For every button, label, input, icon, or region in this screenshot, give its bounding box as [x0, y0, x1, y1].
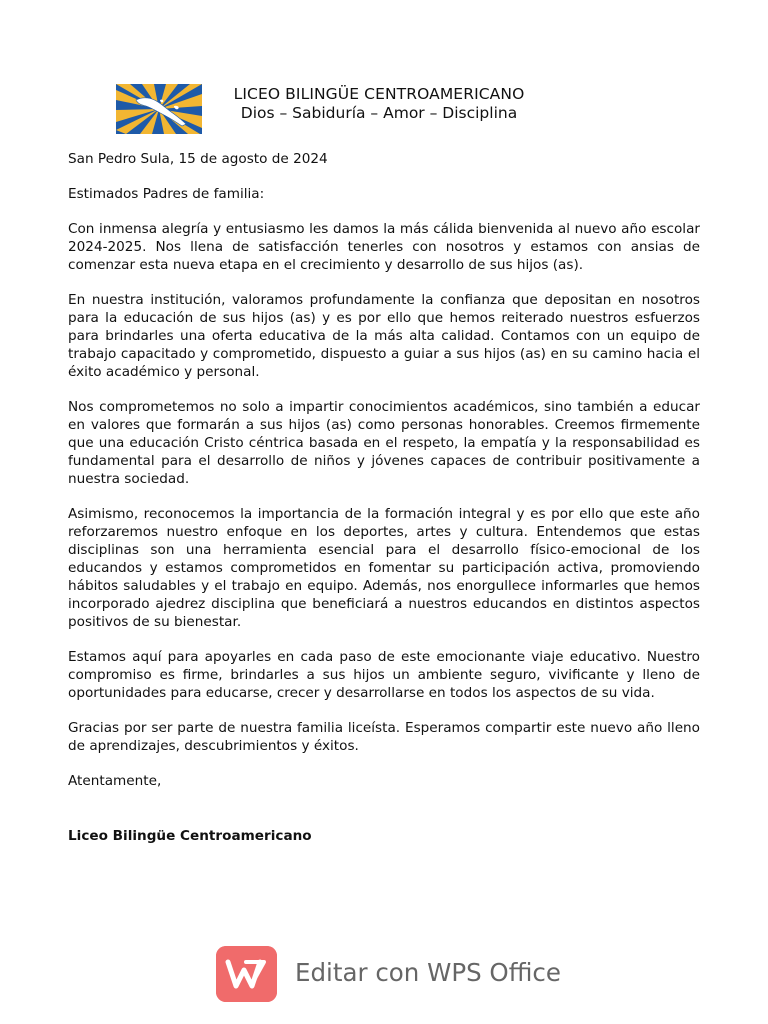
- wps-office-logo-icon: [216, 946, 277, 1002]
- closing: Atentamente,: [68, 773, 162, 789]
- school-logo-icon: [116, 84, 202, 134]
- school-motto: Dios – Sabiduría – Amor – Disciplina: [240, 104, 518, 122]
- paragraph-integral-formation: Asimismo, reconocemos la importancia de la formación integral y es por ello que este año reforzaremos nuestro enfoque en los deportes, artes y cultura. Entendemos que estas disciplinas son una herramienta esencial para el desarrollo físico-emocional de los educandos y estamos comprometidos en fomentar su participación activa, promoviendo hábitos saludables y el trabajo en equipo. Además, nos enorgullece informarles que hemos incorporado ajedrez disciplina que beneficiará a nuestros educandos en distintos aspectos positivos de su bienestar.: [68, 506, 700, 630]
- letterhead: [116, 84, 616, 134]
- edit-with-wps-banner[interactable]: [216, 946, 596, 1002]
- place-date: San Pedro Sula, 15 de agosto de 2024: [68, 151, 328, 167]
- paragraph-support: Estamos aquí para apoyarles en cada paso de este emocionante viaje educativo. Nuestro compromiso es firme, brindarles a sus hijos un ambiente seguro, vivificante y lleno de oportunidades para educarse, crecer y desarrollarse en todos los aspectos de su vida.: [68, 649, 700, 701]
- school-name: LICEO BILINGÜE CENTROAMERICANO: [233, 85, 525, 103]
- signature: Liceo Bilingüe Centroamericano: [68, 828, 312, 844]
- paragraph-thanks: Gracias por ser parte de nuestra familia liceísta. Esperamos compartir este nuevo año lleno de aprendizajes, descubrimientos y éxitos.: [68, 720, 700, 754]
- letterhead-text: [206, 84, 552, 123]
- paragraph-values: Nos comprometemos no solo a impartir conocimientos académicos, sino también a educar en valores que formarán a sus hijos (as) como personas honorables. Creemos firmemente que una educación Cristo céntrica basada en el respeto, la empatía y la responsabilidad es fundamental para el desarrollo de niños y jóvenes capaces de contribuir positivamente a nuestra sociedad.: [68, 399, 700, 487]
- greeting: Estimados Padres de familia:: [68, 186, 265, 202]
- wps-banner-label: Editar con WPS Office: [295, 958, 561, 987]
- letter-body: [68, 150, 700, 862]
- paragraph-institution: En nuestra institución, valoramos profundamente la confianza que depositan en nosotros para la educación de sus hijos (as) y es por ello que hemos reiterado nuestros esfuerzos para brindarles una oferta educativa de la más alta calidad. Contamos con un equipo de trabajo capacitado y comprometido, dispuesto a guiar a sus hijos (as) en su camino hacia el éxito académico y personal.: [68, 292, 700, 380]
- paragraph-welcome: Con inmensa alegría y entusiasmo les damos la más cálida bienvenida al nuevo año escolar 2024-2025. Nos llena de satisfacción tenerles con nosotros y estamos con ansias de comenzar esta nueva etapa en el crecimiento y desarrollo de sus hijos (as).: [68, 221, 700, 273]
